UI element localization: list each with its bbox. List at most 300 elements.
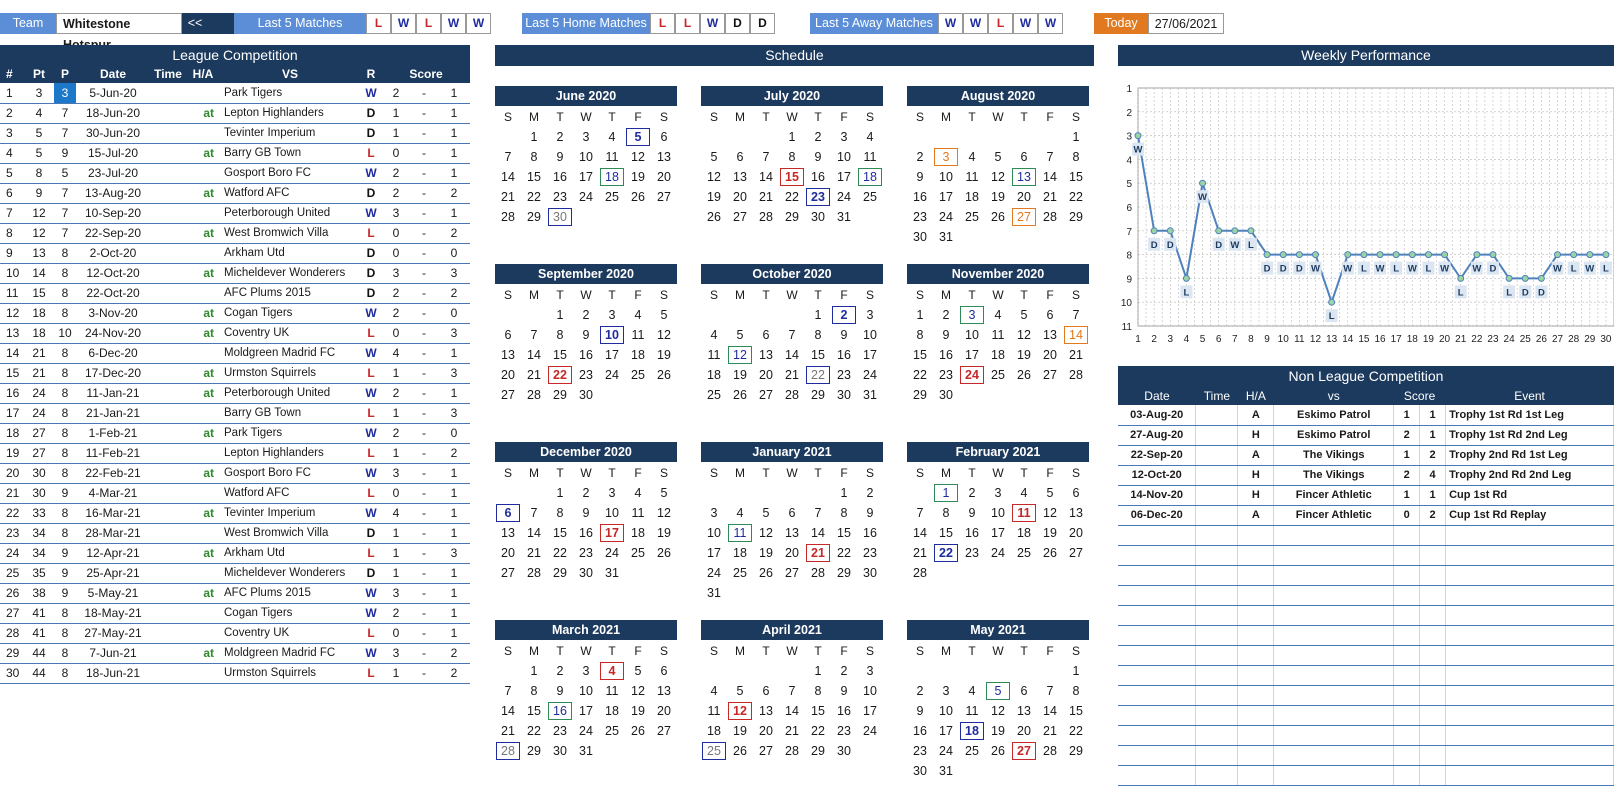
calendar-day[interactable]: 9 (582, 328, 590, 342)
calendar-day[interactable]: 10 (863, 328, 877, 342)
calendar-day[interactable]: 7 (762, 150, 770, 164)
calendar-day[interactable]: 1 (556, 486, 564, 500)
league-row[interactable] (0, 203, 470, 223)
calendar-day[interactable]: 12 (657, 328, 671, 342)
calendar-day[interactable]: 17 (965, 348, 979, 362)
calendar-day[interactable]: 10 (605, 506, 619, 520)
league-row[interactable] (0, 423, 470, 443)
calendar-day[interactable]: 5 (660, 486, 668, 500)
nonleague-row[interactable] (1118, 405, 1614, 425)
calendar-day[interactable]: 26 (657, 546, 671, 560)
calendar-day[interactable]: 11 (965, 170, 979, 184)
calendar-day[interactable]: 6 (660, 130, 668, 144)
calendar-day[interactable]: 26 (631, 190, 645, 204)
calendar-day[interactable]: 28 (1043, 744, 1057, 758)
calendar-day[interactable]: 3 (942, 684, 950, 698)
calendar-day[interactable]: 14 (785, 348, 799, 362)
calendar-day[interactable]: 8 (1072, 684, 1080, 698)
calendar-day[interactable]: 1 (1072, 664, 1080, 678)
nav-back-button[interactable]: << (182, 13, 208, 34)
calendar-day[interactable]: 25 (707, 388, 721, 402)
calendar-day[interactable]: 22 (785, 190, 799, 204)
calendar-day[interactable]: 6 (736, 150, 744, 164)
calendar-day[interactable]: 16 (553, 170, 567, 184)
calendar-day[interactable]: 14 (1063, 325, 1089, 345)
calendar-day[interactable]: 15 (811, 348, 825, 362)
calendar-day[interactable]: 11 (605, 684, 619, 698)
calendar-day[interactable]: 24 (579, 724, 593, 738)
calendar-day[interactable]: 19 (733, 724, 747, 738)
calendar-day[interactable]: 2 (840, 664, 848, 678)
calendar-day[interactable]: 11 (707, 704, 721, 718)
calendar-day[interactable]: 16 (913, 190, 927, 204)
calendar-day[interactable]: 25 (631, 368, 645, 382)
calendar-day[interactable]: 20 (785, 546, 799, 560)
nonleague-empty-row[interactable] (1118, 665, 1614, 685)
calendar-day[interactable]: 1 (788, 130, 796, 144)
calendar-day[interactable]: 17 (939, 190, 953, 204)
calendar-day[interactable]: 13 (501, 526, 515, 540)
calendar-day[interactable]: 19 (733, 368, 747, 382)
calendar-day[interactable]: 20 (501, 546, 515, 560)
calendar-day[interactable]: 25 (701, 741, 727, 761)
nonleague-row[interactable] (1118, 505, 1614, 525)
calendar-day[interactable]: 28 (759, 210, 773, 224)
calendar-day[interactable]: 11 (1011, 503, 1037, 523)
calendar-day[interactable]: 29 (811, 744, 825, 758)
calendar-day[interactable]: 21 (759, 190, 773, 204)
calendar-day[interactable]: 12 (727, 345, 753, 365)
nonleague-row[interactable] (1118, 445, 1614, 465)
calendar-day[interactable]: 4 (1020, 486, 1028, 500)
calendar-day[interactable]: 13 (733, 170, 747, 184)
calendar-day[interactable]: 11 (631, 506, 645, 520)
calendar-day[interactable]: 5 (994, 150, 1002, 164)
calendar-day[interactable]: 20 (657, 704, 671, 718)
nonleague-empty-row[interactable] (1118, 625, 1614, 645)
calendar-day[interactable]: 15 (1069, 704, 1083, 718)
calendar-day[interactable]: 17 (605, 348, 619, 362)
calendar-day[interactable]: 29 (527, 744, 541, 758)
calendar-day[interactable]: 20 (1017, 190, 1031, 204)
calendar-day[interactable]: 10 (579, 684, 593, 698)
calendar-day[interactable]: 3 (710, 506, 718, 520)
calendar-day[interactable]: 4 (994, 308, 1002, 322)
calendar-day[interactable]: 21 (785, 724, 799, 738)
calendar-day[interactable]: 1 (814, 664, 822, 678)
calendar-day[interactable]: 4 (634, 308, 642, 322)
calendar-day[interactable]: 14 (913, 526, 927, 540)
calendar-day[interactable]: 16 (913, 724, 927, 738)
calendar-day[interactable]: 18 (707, 368, 721, 382)
calendar-day[interactable]: 8 (556, 328, 564, 342)
nonleague-empty-row[interactable] (1118, 765, 1614, 785)
league-row[interactable] (0, 403, 470, 423)
league-row[interactable] (0, 163, 470, 183)
calendar-day[interactable]: 27 (759, 744, 773, 758)
calendar-day[interactable]: 31 (863, 388, 877, 402)
league-row[interactable] (0, 303, 470, 323)
calendar-day[interactable]: 7 (504, 150, 512, 164)
calendar-day[interactable]: 1 (1072, 130, 1080, 144)
league-row[interactable] (0, 323, 470, 343)
calendar-day[interactable]: 30 (547, 207, 573, 227)
calendar-day[interactable]: 11 (707, 348, 721, 362)
calendar-day[interactable]: 17 (863, 704, 877, 718)
calendar-day[interactable]: 19 (631, 170, 645, 184)
calendar-day[interactable]: 25 (965, 744, 979, 758)
calendar-day[interactable]: 13 (1069, 506, 1083, 520)
calendar-day[interactable]: 23 (913, 210, 927, 224)
calendar-day[interactable]: 18 (631, 348, 645, 362)
calendar-day[interactable]: 30 (863, 566, 877, 580)
league-row[interactable] (0, 483, 470, 503)
calendar-day[interactable]: 3 (608, 308, 616, 322)
calendar-day[interactable]: 19 (759, 546, 773, 560)
calendar-day[interactable]: 18 (605, 704, 619, 718)
calendar-day[interactable]: 26 (733, 744, 747, 758)
calendar-day[interactable]: 1 (840, 486, 848, 500)
calendar-day[interactable]: 9 (840, 328, 848, 342)
calendar-day[interactable]: 19 (657, 526, 671, 540)
calendar-day[interactable]: 7 (916, 506, 924, 520)
calendar-day[interactable]: 14 (1043, 704, 1057, 718)
calendar-day[interactable]: 8 (814, 328, 822, 342)
calendar-day[interactable]: 23 (805, 187, 831, 207)
calendar-day[interactable]: 12 (631, 150, 645, 164)
calendar-day[interactable]: 17 (579, 170, 593, 184)
calendar-day[interactable]: 12 (991, 704, 1005, 718)
calendar-day[interactable]: 9 (916, 170, 924, 184)
calendar-day[interactable]: 27 (785, 566, 799, 580)
calendar-day[interactable]: 28 (501, 210, 515, 224)
league-row[interactable] (0, 123, 470, 143)
calendar-day[interactable]: 27 (1011, 207, 1037, 227)
calendar-day[interactable]: 9 (814, 150, 822, 164)
calendar-day[interactable]: 10 (579, 150, 593, 164)
calendar-day[interactable]: 28 (811, 566, 825, 580)
calendar-day[interactable]: 13 (501, 348, 515, 362)
league-row[interactable] (0, 223, 470, 243)
calendar-day[interactable]: 29 (837, 566, 851, 580)
calendar-day[interactable]: 15 (527, 704, 541, 718)
calendar-day[interactable]: 17 (837, 170, 851, 184)
calendar-day[interactable]: 7 (788, 328, 796, 342)
calendar-day[interactable]: 2 (831, 305, 857, 325)
calendar-day[interactable]: 8 (556, 506, 564, 520)
calendar-day[interactable]: 23 (939, 368, 953, 382)
calendar-day[interactable]: 23 (837, 724, 851, 738)
calendar-day[interactable]: 27 (501, 388, 515, 402)
calendar-day[interactable]: 8 (814, 684, 822, 698)
calendar-day[interactable]: 3 (582, 130, 590, 144)
league-row[interactable] (0, 443, 470, 463)
league-row[interactable] (0, 243, 470, 263)
calendar-day[interactable]: 13 (759, 704, 773, 718)
calendar-day[interactable]: 18 (857, 167, 883, 187)
calendar-day[interactable]: 14 (811, 526, 825, 540)
calendar-day[interactable]: 30 (579, 566, 593, 580)
calendar-day[interactable]: 21 (1043, 190, 1057, 204)
calendar-day[interactable]: 24 (605, 368, 619, 382)
calendar-day[interactable]: 20 (1017, 724, 1031, 738)
calendar-day[interactable]: 4 (736, 506, 744, 520)
calendar-day[interactable]: 2 (814, 130, 822, 144)
calendar-day[interactable]: 9 (556, 684, 564, 698)
calendar-day[interactable]: 17 (863, 348, 877, 362)
calendar-day[interactable]: 9 (556, 150, 564, 164)
calendar-day[interactable]: 30 (837, 388, 851, 402)
calendar-day[interactable]: 5 (762, 506, 770, 520)
nonleague-empty-row[interactable] (1118, 725, 1614, 745)
calendar-day[interactable]: 19 (707, 190, 721, 204)
calendar-day[interactable]: 16 (965, 526, 979, 540)
calendar-day[interactable]: 30 (579, 388, 593, 402)
calendar-day[interactable]: 19 (991, 724, 1005, 738)
calendar-day[interactable]: 21 (1043, 724, 1057, 738)
calendar-day[interactable]: 3 (959, 305, 985, 325)
calendar-day[interactable]: 27 (1069, 546, 1083, 560)
calendar-day[interactable]: 17 (579, 704, 593, 718)
calendar-day[interactable]: 19 (1043, 526, 1057, 540)
calendar-day[interactable]: 8 (788, 150, 796, 164)
calendar-day[interactable]: 21 (527, 368, 541, 382)
calendar-day[interactable]: 29 (785, 210, 799, 224)
league-row[interactable] (0, 283, 470, 303)
calendar-day[interactable]: 27 (1043, 368, 1057, 382)
calendar-day[interactable]: 21 (913, 546, 927, 560)
calendar-day[interactable]: 3 (582, 664, 590, 678)
calendar-day[interactable]: 29 (553, 566, 567, 580)
calendar-day[interactable]: 22 (553, 546, 567, 560)
calendar-day[interactable]: 11 (863, 150, 877, 164)
calendar-day[interactable]: 12 (1043, 506, 1057, 520)
calendar-day[interactable]: 6 (1072, 486, 1080, 500)
calendar-day[interactable]: 26 (1017, 368, 1031, 382)
calendar-day[interactable]: 24 (863, 724, 877, 738)
calendar-day[interactable]: 23 (579, 368, 593, 382)
calendar-day[interactable]: 24 (939, 210, 953, 224)
calendar-day[interactable]: 23 (579, 546, 593, 560)
calendar-day[interactable]: 2 (582, 308, 590, 322)
calendar-day[interactable]: 4 (710, 328, 718, 342)
nonleague-empty-row[interactable] (1118, 525, 1614, 545)
calendar-day[interactable]: 4 (599, 661, 625, 681)
calendar-day[interactable]: 22 (1069, 190, 1083, 204)
league-row[interactable] (0, 463, 470, 483)
calendar-day[interactable]: 29 (1069, 210, 1083, 224)
calendar-day[interactable]: 7 (814, 506, 822, 520)
calendar-day[interactable]: 29 (1069, 744, 1083, 758)
calendar-day[interactable]: 10 (965, 328, 979, 342)
calendar-day[interactable]: 18 (733, 546, 747, 560)
calendar-day[interactable]: 15 (553, 348, 567, 362)
calendar-day[interactable]: 10 (863, 684, 877, 698)
calendar-day[interactable]: 7 (1046, 150, 1054, 164)
calendar-day[interactable]: 8 (530, 150, 538, 164)
calendar-day[interactable]: 28 (785, 388, 799, 402)
calendar-day[interactable]: 11 (727, 523, 753, 543)
calendar-day[interactable]: 31 (707, 586, 721, 600)
calendar-day[interactable]: 8 (530, 684, 538, 698)
calendar-day[interactable]: 10 (939, 704, 953, 718)
calendar-day[interactable]: 22 (527, 724, 541, 738)
league-row[interactable] (0, 383, 470, 403)
calendar-day[interactable]: 21 (805, 543, 831, 563)
calendar-day[interactable]: 6 (495, 503, 521, 523)
calendar-day[interactable]: 28 (1069, 368, 1083, 382)
calendar-day[interactable]: 13 (785, 526, 799, 540)
calendar-day[interactable]: 18 (599, 167, 625, 187)
league-row[interactable] (0, 183, 470, 203)
calendar-day[interactable]: 22 (1069, 724, 1083, 738)
calendar-day[interactable]: 27 (657, 724, 671, 738)
calendar-day[interactable]: 9 (942, 328, 950, 342)
calendar-day[interactable]: 5 (660, 308, 668, 322)
calendar-day[interactable]: 23 (965, 546, 979, 560)
calendar-day[interactable]: 2 (556, 130, 564, 144)
calendar-day[interactable]: 20 (759, 724, 773, 738)
calendar-day[interactable]: 26 (991, 744, 1005, 758)
calendar-day[interactable]: 25 (733, 566, 747, 580)
calendar-day[interactable]: 5 (736, 328, 744, 342)
calendar-day[interactable]: 26 (707, 210, 721, 224)
calendar-day[interactable]: 1 (814, 308, 822, 322)
calendar-day[interactable]: 9 (916, 704, 924, 718)
calendar-day[interactable]: 12 (759, 526, 773, 540)
calendar-day[interactable]: 24 (939, 744, 953, 758)
calendar-day[interactable]: 28 (495, 741, 521, 761)
calendar-day[interactable]: 21 (1069, 348, 1083, 362)
calendar-day[interactable]: 1 (933, 483, 959, 503)
calendar-day[interactable]: 4 (866, 130, 874, 144)
calendar-day[interactable]: 16 (837, 348, 851, 362)
calendar-day[interactable]: 24 (837, 190, 851, 204)
calendar-day[interactable]: 17 (939, 724, 953, 738)
calendar-day[interactable]: 16 (837, 704, 851, 718)
league-row[interactable] (0, 663, 470, 683)
nonleague-empty-row[interactable] (1118, 745, 1614, 765)
calendar-day[interactable]: 2 (916, 684, 924, 698)
calendar-day[interactable]: 3 (866, 308, 874, 322)
calendar-day[interactable]: 12 (1017, 328, 1031, 342)
calendar-day[interactable]: 26 (991, 210, 1005, 224)
calendar-day[interactable]: 7 (788, 684, 796, 698)
calendar-day[interactable]: 8 (916, 328, 924, 342)
calendar-day[interactable]: 2 (582, 486, 590, 500)
calendar-day[interactable]: 14 (759, 170, 773, 184)
calendar-day[interactable]: 12 (991, 170, 1005, 184)
calendar-day[interactable]: 1 (556, 308, 564, 322)
calendar-day[interactable]: 2 (968, 486, 976, 500)
calendar-day[interactable]: 20 (501, 368, 515, 382)
calendar-day[interactable]: 3 (608, 486, 616, 500)
calendar-day[interactable]: 2 (916, 150, 924, 164)
calendar-day[interactable]: 6 (660, 664, 668, 678)
calendar-day[interactable]: 23 (837, 368, 851, 382)
league-row[interactable] (0, 363, 470, 383)
calendar-day[interactable]: 10 (599, 325, 625, 345)
nonleague-row[interactable] (1118, 425, 1614, 445)
calendar-day[interactable]: 13 (657, 684, 671, 698)
calendar-day[interactable]: 11 (631, 328, 645, 342)
team-name-field[interactable]: Whitestone (56, 13, 182, 34)
calendar-day[interactable]: 11 (605, 150, 619, 164)
calendar-day[interactable]: 23 (553, 724, 567, 738)
nonleague-empty-row[interactable] (1118, 585, 1614, 605)
calendar-day[interactable]: 1 (530, 664, 538, 678)
calendar-day[interactable]: 22 (527, 190, 541, 204)
calendar-day[interactable]: 17 (599, 523, 625, 543)
calendar-day[interactable]: 22 (805, 365, 831, 385)
calendar-day[interactable]: 13 (759, 348, 773, 362)
calendar-day[interactable]: 13 (1017, 704, 1031, 718)
calendar-day[interactable]: 14 (527, 348, 541, 362)
calendar-day[interactable]: 12 (707, 170, 721, 184)
calendar-day[interactable]: 25 (991, 368, 1005, 382)
calendar-day[interactable]: 21 (785, 368, 799, 382)
calendar-day[interactable]: 3 (840, 130, 848, 144)
calendar-day[interactable]: 16 (811, 170, 825, 184)
calendar-day[interactable]: 11 (991, 328, 1005, 342)
calendar-day[interactable]: 26 (733, 388, 747, 402)
calendar-day[interactable]: 2 (942, 308, 950, 322)
league-row[interactable] (0, 83, 470, 103)
calendar-day[interactable]: 18 (965, 190, 979, 204)
calendar-day[interactable]: 22 (811, 724, 825, 738)
calendar-day[interactable]: 3 (933, 147, 959, 167)
calendar-day[interactable]: 19 (1017, 348, 1031, 362)
calendar-day[interactable]: 20 (733, 190, 747, 204)
calendar-day[interactable]: 27 (657, 190, 671, 204)
calendar-day[interactable]: 9 (968, 506, 976, 520)
calendar-day[interactable]: 22 (837, 546, 851, 560)
calendar-day[interactable]: 5 (625, 127, 651, 147)
calendar-day[interactable]: 20 (1069, 526, 1083, 540)
calendar-day[interactable]: 26 (759, 566, 773, 580)
calendar-day[interactable]: 31 (605, 566, 619, 580)
calendar-day[interactable]: 4 (634, 486, 642, 500)
calendar-day[interactable]: 5 (634, 664, 642, 678)
calendar-day[interactable]: 27 (1011, 741, 1037, 761)
nonleague-empty-row[interactable] (1118, 545, 1614, 565)
calendar-day[interactable]: 20 (1043, 348, 1057, 362)
calendar-day[interactable]: 27 (759, 388, 773, 402)
calendar-day[interactable]: 6 (1020, 684, 1028, 698)
calendar-day[interactable]: 11 (965, 704, 979, 718)
calendar-day[interactable]: 27 (501, 566, 515, 580)
calendar-day[interactable]: 6 (762, 684, 770, 698)
calendar-day[interactable]: 29 (553, 388, 567, 402)
calendar-day[interactable]: 26 (657, 368, 671, 382)
calendar-day[interactable]: 23 (863, 546, 877, 560)
league-row[interactable] (0, 103, 470, 123)
calendar-day[interactable]: 25 (631, 546, 645, 560)
calendar-day[interactable]: 20 (657, 170, 671, 184)
calendar-day[interactable]: 9 (840, 684, 848, 698)
calendar-day[interactable]: 9 (582, 506, 590, 520)
calendar-day[interactable]: 23 (553, 190, 567, 204)
calendar-day[interactable]: 26 (1043, 546, 1057, 560)
calendar-day[interactable]: 16 (939, 348, 953, 362)
nonleague-empty-row[interactable] (1118, 605, 1614, 625)
calendar-day[interactable]: 4 (710, 684, 718, 698)
calendar-day[interactable]: 24 (707, 566, 721, 580)
calendar-day[interactable]: 6 (1046, 308, 1054, 322)
calendar-day[interactable]: 12 (657, 506, 671, 520)
calendar-day[interactable]: 7 (530, 506, 538, 520)
calendar-day[interactable]: 19 (991, 190, 1005, 204)
